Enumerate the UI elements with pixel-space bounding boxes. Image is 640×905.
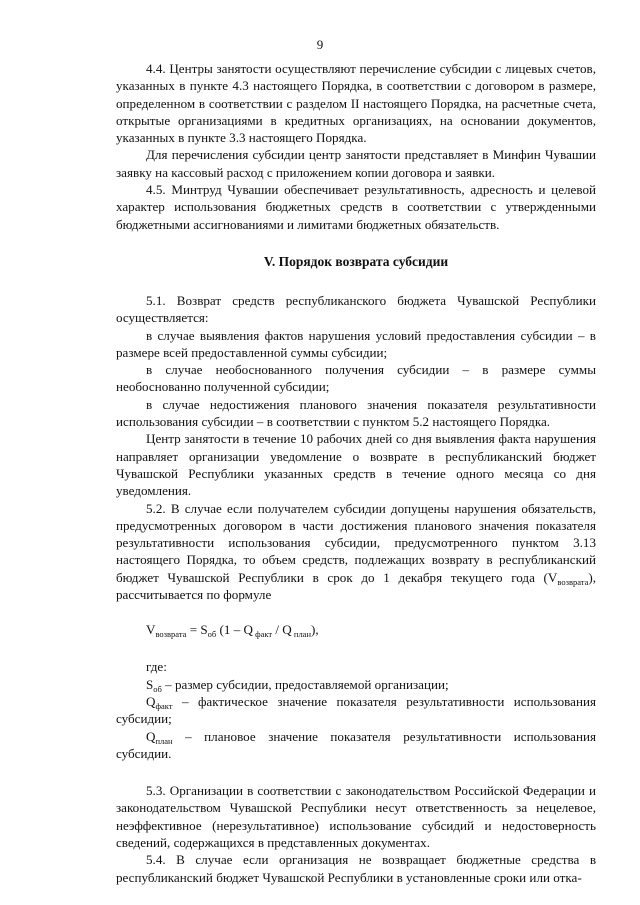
subscript: план (291, 629, 312, 640)
paragraph: 5.1. Возврат средств республиканского бюджета Чувашской Республики осуществляется: (116, 292, 596, 326)
subscript: факт (155, 700, 173, 711)
paragraph: 5.3. Организации в соответствии с законодательством Российской Федерации и законодательством Чувашской Республики несут ответственность за нецелевое, неэффективное (нерезультативное) использование субсидий и недостоверность сведений, содержащихся в представленных документах. (116, 783, 596, 850)
page-number: 9 (316, 37, 324, 52)
paragraph: 4.5. Минтруд Чувашии обеспечивает результативность, адресность и целевой характер использования бюджетных средств в соответствии с утвержденными бюджетными ассигнованиями и лимитами бюджетных обязательств. (116, 182, 596, 232)
formula (146, 621, 596, 638)
subscript: об (207, 629, 217, 640)
subscript: возврата (155, 629, 187, 640)
text-run: ), рассчитывается по формуле (116, 569, 596, 603)
paragraph (116, 500, 596, 604)
text-run: V (146, 622, 156, 638)
paragraph: 5.4. В случае если организация не возвращает бюджетные средства в республиканский бюджет Чувашской Республики в установленные сроки или отка- (116, 852, 596, 885)
text-run: S (146, 676, 154, 692)
paragraph: 4.4. Центры занятости осуществляют перечисление субсидии с лицевых счетов, указанных в пункте 4.3 настоящего Порядка, в соответствии с договором в размере, определенном в соответствии с разделом II настоящего Порядка, на расчетные счета, открытые организациями в кредитных организациях, на основании документов, указанных в пункте 3.3 настоящего Порядка. (116, 61, 596, 146)
text-run: – фактическое значение показателя результативности использования субсидии; (116, 693, 596, 727)
subscript: план (155, 735, 173, 746)
section-heading: V. Порядок возврата субсидии (263, 253, 449, 269)
paragraph: Центр занятости в течение 10 рабочих дней со дня выявления факта нарушения направляет организации уведомление о возврате в республиканский бюджет Чувашской Республики указанных средств в течение одного месяца со дня уведомления. (116, 431, 596, 499)
paragraph (116, 676, 596, 693)
subscript: факт (252, 629, 273, 640)
text-run: Q (146, 693, 156, 709)
text-run: / Q (272, 622, 292, 638)
subscript: об (153, 683, 162, 694)
text-run: = S (186, 622, 208, 638)
text-run: 5.2. В случае если получателем субсидии допущены нарушения обязательств, предусмотренных договором в части достижения планового значения показателя результативности использования субсидии, предусмотренного пунктом 3.13 настоящего Порядка, то объем средств, подлежащих возврату в республиканский бюджет Чувашской Республики в срок до 1 декабря текущего года (V (116, 500, 596, 585)
paragraph: Для перечисления субсидии центр занятости представляет в Минфин Чувашии заявку на кассовый расход с приложением копии договора и заявки. (116, 147, 596, 180)
paragraph: где: (146, 659, 167, 675)
paragraph: в случае выявления фактов нарушения условий предоставления субсидии – в размере всей предоставленной суммы субсидии; (116, 327, 596, 360)
document-body (116, 60, 596, 886)
text-run: Q (146, 728, 156, 744)
subscript: возврата (557, 576, 589, 587)
text-run: ), (311, 622, 319, 638)
paragraph-spacer (116, 762, 596, 782)
text-run: (1 – Q (216, 622, 253, 638)
paragraph: в случае недостижения планового значения показателя результативности использования субсидии – в соответствии с пунктом 5.2 настоящего Порядка. (116, 396, 596, 430)
text-run: – плановое значение показателя результативности использования субсидии. (116, 728, 596, 761)
paragraph (116, 693, 596, 728)
text-run: – размер субсидии, предоставляемой организации; (161, 676, 449, 692)
paragraph (116, 728, 596, 763)
paragraph: в случае необоснованного получения субсидии – в размере суммы необоснованно полученной субсидии; (116, 362, 596, 395)
